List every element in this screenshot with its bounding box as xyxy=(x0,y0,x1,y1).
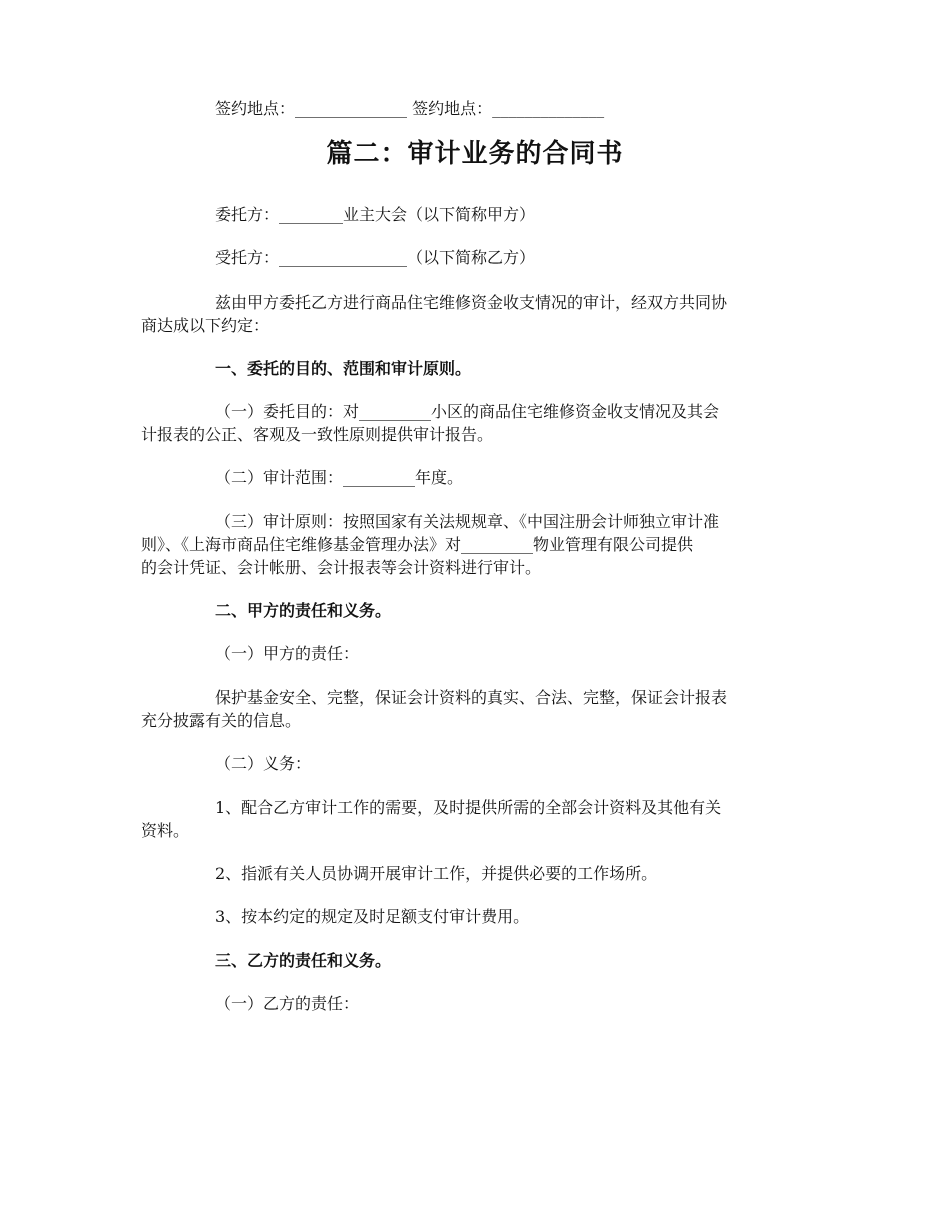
section-heading-1: 一、委托的目的、范围和审计原则。 xyxy=(215,359,472,378)
obligation-item-2: 2、指派有关人员协调开展审计工作，并提供必要的工作场所。 xyxy=(215,864,658,883)
client-line: 委托方：________业主大会（以下简称甲方） xyxy=(215,205,536,224)
scope-paragraph: （二）审计范围：_________年度。 xyxy=(215,468,464,487)
party-a-responsibility-line-1: 保护基金安全、完整，保证会计资料的真实、合法、完整，保证会计报表 xyxy=(215,688,728,707)
principle-paragraph-line-1: （三）审计原则：按照国家有关法规规章、《中国注册会计师独立审计准 xyxy=(215,512,720,531)
intro-paragraph-line-1: 兹由甲方委托乙方进行商品住宅维修资金收支情况的审计，经双方共同协 xyxy=(215,293,728,312)
contractor-line: 受托方：________________（以下简称乙方） xyxy=(215,248,536,267)
obligation-item-3: 3、按本约定的规定及时足额支付审计费用。 xyxy=(215,907,530,926)
obligation-item-1-line-2: 资料。 xyxy=(141,821,190,840)
section-heading-2: 二、甲方的责任和义务。 xyxy=(215,601,392,620)
purpose-paragraph-line-1: （一）委托目的：对_________小区的商品住宅维修资金收支情况及其会 xyxy=(215,402,720,421)
signing-location-line: 签约地点：______________ 签约地点：______________ xyxy=(215,99,605,118)
document-title: 篇二：审计业务的合同书 xyxy=(326,139,624,169)
party-a-responsibility-heading: （一）甲方的责任： xyxy=(215,644,360,663)
purpose-paragraph-line-2: 计报表的公正、客观及一致性原则提供审计报告。 xyxy=(141,425,494,444)
principle-paragraph-line-2: 则》、《上海市商品住宅维修基金管理办法》对_________物业管理有限公司提供 xyxy=(141,535,694,554)
obligation-item-1-line-1: 1、配合乙方审计工作的需要，及时提供所需的全部会计资料及其他有关 xyxy=(215,798,722,817)
intro-paragraph-line-2: 商达成以下约定： xyxy=(141,316,270,335)
party-a-responsibility-line-2: 充分披露有关的信息。 xyxy=(141,711,302,730)
principle-paragraph-line-3: 的会计凭证、会计帐册、会计报表等会计资料进行审计。 xyxy=(141,558,542,577)
party-a-obligation-heading: （二）义务： xyxy=(215,754,312,773)
party-b-responsibility-heading: （一）乙方的责任： xyxy=(215,994,360,1013)
section-heading-3: 三、乙方的责任和义务。 xyxy=(215,951,392,970)
